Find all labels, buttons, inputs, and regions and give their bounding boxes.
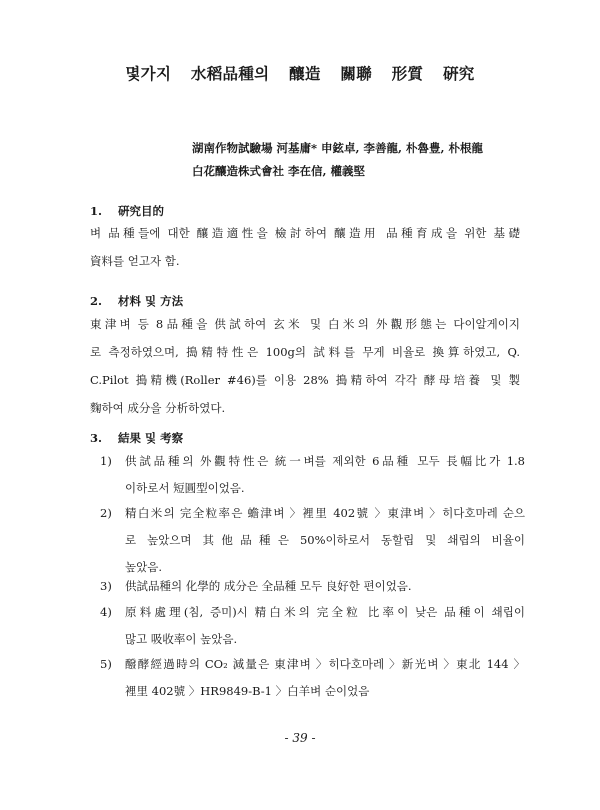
section-2-title: 材料 및 方法 — [118, 294, 184, 308]
page-number: - 39 - — [284, 731, 316, 745]
section-3-number: 3. — [90, 431, 103, 445]
section-1-line-2: 資料를 얻고자 함. — [90, 254, 180, 268]
section-3-title: 結果 및 考察 — [118, 431, 184, 445]
section-2-heading — [90, 293, 183, 309]
result-item-4-number: 4) — [100, 605, 112, 619]
result-item-4-line-1: 原料處理(침, 증미)시 精白米의 完全粒 比率이 낮은 品種이 쇄립이 — [125, 605, 525, 619]
result-item-3-line-1: 供試品種의 化學的 成分은 全品種 모두 良好한 편이었음. — [125, 579, 412, 593]
result-item-3-number: 3) — [100, 579, 112, 593]
result-item-1-line-1: 供試品種의 外觀特性은 統一벼를 제외한 6品種 모두 長幅比가 1.8 — [125, 454, 525, 468]
result-item-1-number: 1) — [100, 454, 112, 468]
section-2-line-4: 麴하여 成分을 分析하였다. — [90, 401, 226, 415]
author-line-1: 湖南作物試驗場 河基庸* 申鉉卓, 李善龍, 朴魯豊, 朴根龍 — [192, 141, 484, 155]
result-item-2-line-3: 높았음. — [125, 560, 162, 574]
section-2-line-2: 로 측정하였으며, 搗精特性은 100g의 試料를 무게 비율로 換算하였고, Q. — [90, 345, 520, 359]
result-item-2-number: 2) — [100, 506, 112, 520]
section-1-title: 硏究目的 — [118, 204, 164, 218]
result-item-2-line-1: 精白米의 完全粒率은 蟾津벼 〉裡里 402號 〉東津벼 〉히다호마레 순으 — [125, 506, 525, 520]
result-item-5-number: 5) — [100, 657, 112, 671]
author-line-2: 白花釀造株式會社 李在信, 權義堅 — [192, 164, 366, 178]
result-item-2-line-2: 로 높았으며 其他品種은 50%이하로서 동할립 및 쇄립의 비율이 — [125, 533, 525, 547]
section-2-line-1: 東津벼 등 8品種을 供試하여 玄米 및 白米의 外觀形態는 다이알게이지 — [90, 317, 520, 331]
section-1-heading — [90, 203, 164, 219]
section-2-line-3: C.Pilot 搗精機(Roller #46)를 이용 28% 搗精하여 각각 酵母培養 및 製 — [90, 373, 520, 387]
result-item-5-line-1: 醱酵經過時의 CO₂ 減量은 東津벼 〉히다호마레 〉新光벼 〉東北 144 〉 — [125, 657, 525, 671]
author-block — [192, 137, 483, 183]
section-1-line-1: 벼 品種들에 대한 釀造適性을 檢討하여 釀造用 品種育成을 위한 基礎 — [90, 226, 520, 240]
result-item-1-line-2: 이하로서 短圓型이었음. — [125, 481, 245, 495]
section-1-body — [90, 219, 520, 275]
result-item-5-line-2: 裡里 402號 〉HR9849-B-1 〉白羊벼 순이었음 — [125, 684, 370, 698]
paper-title: 몇가지 水稻品種의 釀造 關聯 形質 硏究 — [125, 64, 475, 83]
section-2-number: 2. — [90, 294, 103, 308]
section-2-body — [90, 310, 520, 422]
section-3-heading — [90, 430, 183, 446]
section-1-number: 1. — [90, 204, 103, 218]
result-item-4-line-2: 많고 吸收率이 높았음. — [125, 632, 238, 646]
